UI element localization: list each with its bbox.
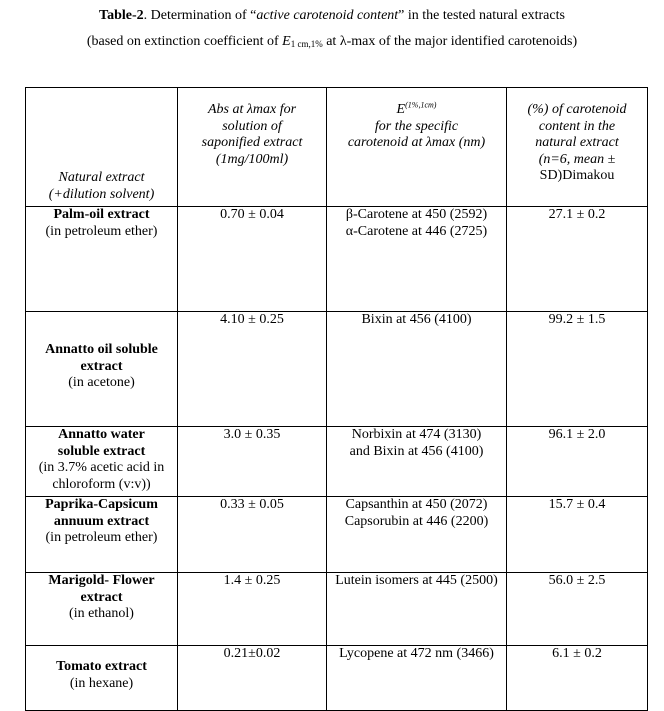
carotenoid-line: Capsorubin at 446 (2200) <box>344 513 489 529</box>
header-line: solution of <box>222 118 282 134</box>
content-cell: 99.2 ± 1.5 <box>507 312 648 427</box>
extract-name: Annatto oil soluble <box>45 342 158 357</box>
abs-cell: 4.10 ± 0.25 <box>178 312 327 427</box>
carotenoid-line: Lutein isomers at 445 (2500) <box>335 573 498 588</box>
header-line: natural extract <box>535 135 619 150</box>
header-e-symbol: E <box>396 102 406 117</box>
table-caption-subtitle <box>0 33 664 51</box>
header-line: carotenoid at λmax (nm) <box>347 135 486 150</box>
header-line: saponified extract <box>201 135 303 150</box>
extract-solvent: (in acetone) <box>68 375 135 390</box>
extract-cell <box>26 646 178 711</box>
header-extinction-coefficient <box>327 88 507 207</box>
table-caption-title <box>0 7 664 25</box>
abs-cell: 3.0 ± 0.35 <box>178 427 327 497</box>
header-line: (1mg/100ml) <box>215 151 289 167</box>
carotenoid-cell <box>327 573 507 646</box>
extract-name: annuum extract <box>53 513 150 529</box>
content-cell: 27.1 ± 0.2 <box>507 207 648 312</box>
header-line: Abs at λmax for <box>207 102 297 117</box>
table-row <box>26 207 648 312</box>
header-line: (%) of carotenoid <box>527 102 627 117</box>
subtitle-e-symbol: E <box>282 34 291 49</box>
extract-solvent: (in petroleum ether) <box>45 530 158 545</box>
title-prefix: . Determination of “ <box>143 8 257 23</box>
subtitle-prefix: (based on extinction coefficient of <box>86 34 283 49</box>
extract-cell <box>26 427 178 497</box>
table-label: Table-2 <box>99 8 144 23</box>
table-row <box>26 497 648 573</box>
header-carotenoid-content <box>507 88 648 207</box>
header-line: for the specific <box>374 118 459 134</box>
carotenoid-cell <box>327 497 507 573</box>
extract-name: Annatto water <box>58 427 145 442</box>
extract-name: Marigold- Flower <box>48 573 155 588</box>
extract-name: Tomato extract <box>56 659 147 674</box>
extract-cell <box>26 573 178 646</box>
carotenoid-table <box>25 87 648 711</box>
extract-solvent: chloroform (v:v)) <box>52 476 151 492</box>
content-cell: 96.1 ± 2.0 <box>507 427 648 497</box>
extract-name: Paprika-Capsicum <box>45 497 158 512</box>
extract-cell <box>26 207 178 312</box>
header-line: Natural extract <box>58 170 145 185</box>
extract-name: extract <box>80 358 123 374</box>
carotenoid-line: β-Carotene at 450 (2592) <box>345 207 488 222</box>
content-cell: 6.1 ± 0.2 <box>507 646 648 711</box>
header-line: content in the <box>538 118 616 134</box>
header-natural-extract <box>26 88 178 207</box>
extract-name: soluble extract <box>57 443 146 459</box>
header-line: (n=6, mean ± <box>538 151 616 167</box>
carotenoid-line: Norbixin at 474 (3130) <box>351 427 482 442</box>
abs-cell: 0.33 ± 0.05 <box>178 497 327 573</box>
extract-cell <box>26 497 178 573</box>
extract-solvent: (in hexane) <box>69 675 134 691</box>
abs-cell: 0.21±0.02 <box>178 646 327 711</box>
extract-name: Palm-oil extract <box>53 207 150 222</box>
header-abs <box>178 88 327 207</box>
carotenoid-line: Bixin at 456 (4100) <box>361 312 472 327</box>
carotenoid-line: and Bixin at 456 (4100) <box>349 443 484 459</box>
table-row <box>26 646 648 711</box>
header-line: (+dilution solvent) <box>48 186 155 202</box>
extract-solvent: (in 3.7% acetic acid in <box>38 460 165 475</box>
carotenoid-cell <box>327 646 507 711</box>
abs-cell: 0.70 ± 0.04 <box>178 207 327 312</box>
header-row <box>26 88 648 207</box>
subtitle-subscript: 1 cm,1% <box>290 39 323 49</box>
carotenoid-line: Lycopene at 472 nm (3466) <box>339 646 494 661</box>
carotenoid-cell <box>327 312 507 427</box>
table-row <box>26 427 648 497</box>
extract-solvent: (in ethanol) <box>69 606 134 621</box>
carotenoid-line: Capsanthin at 450 (2072) <box>345 497 488 512</box>
header-e-line <box>331 102 502 119</box>
content-cell: 56.0 ± 2.5 <box>507 573 648 646</box>
extract-cell <box>26 312 178 427</box>
carotenoid-line: α-Carotene at 446 (2725) <box>345 223 488 239</box>
carotenoid-cell <box>327 207 507 312</box>
carotenoid-cell <box>327 427 507 497</box>
table-row <box>26 573 648 646</box>
title-suffix: ” in the tested natural extracts <box>398 8 565 23</box>
table-row <box>26 312 648 427</box>
header-line: SD)Dimakou <box>539 168 615 183</box>
subtitle-suffix: at λ-max of the major identified carotenoids) <box>322 34 578 49</box>
extract-solvent: (in petroleum ether) <box>45 223 158 239</box>
header-e-superscript: (1%,1cm) <box>405 100 437 110</box>
title-italic: active carotenoid content <box>256 8 399 23</box>
content-cell: 15.7 ± 0.4 <box>507 497 648 573</box>
extract-name: extract <box>80 589 123 605</box>
abs-cell: 1.4 ± 0.25 <box>178 573 327 646</box>
